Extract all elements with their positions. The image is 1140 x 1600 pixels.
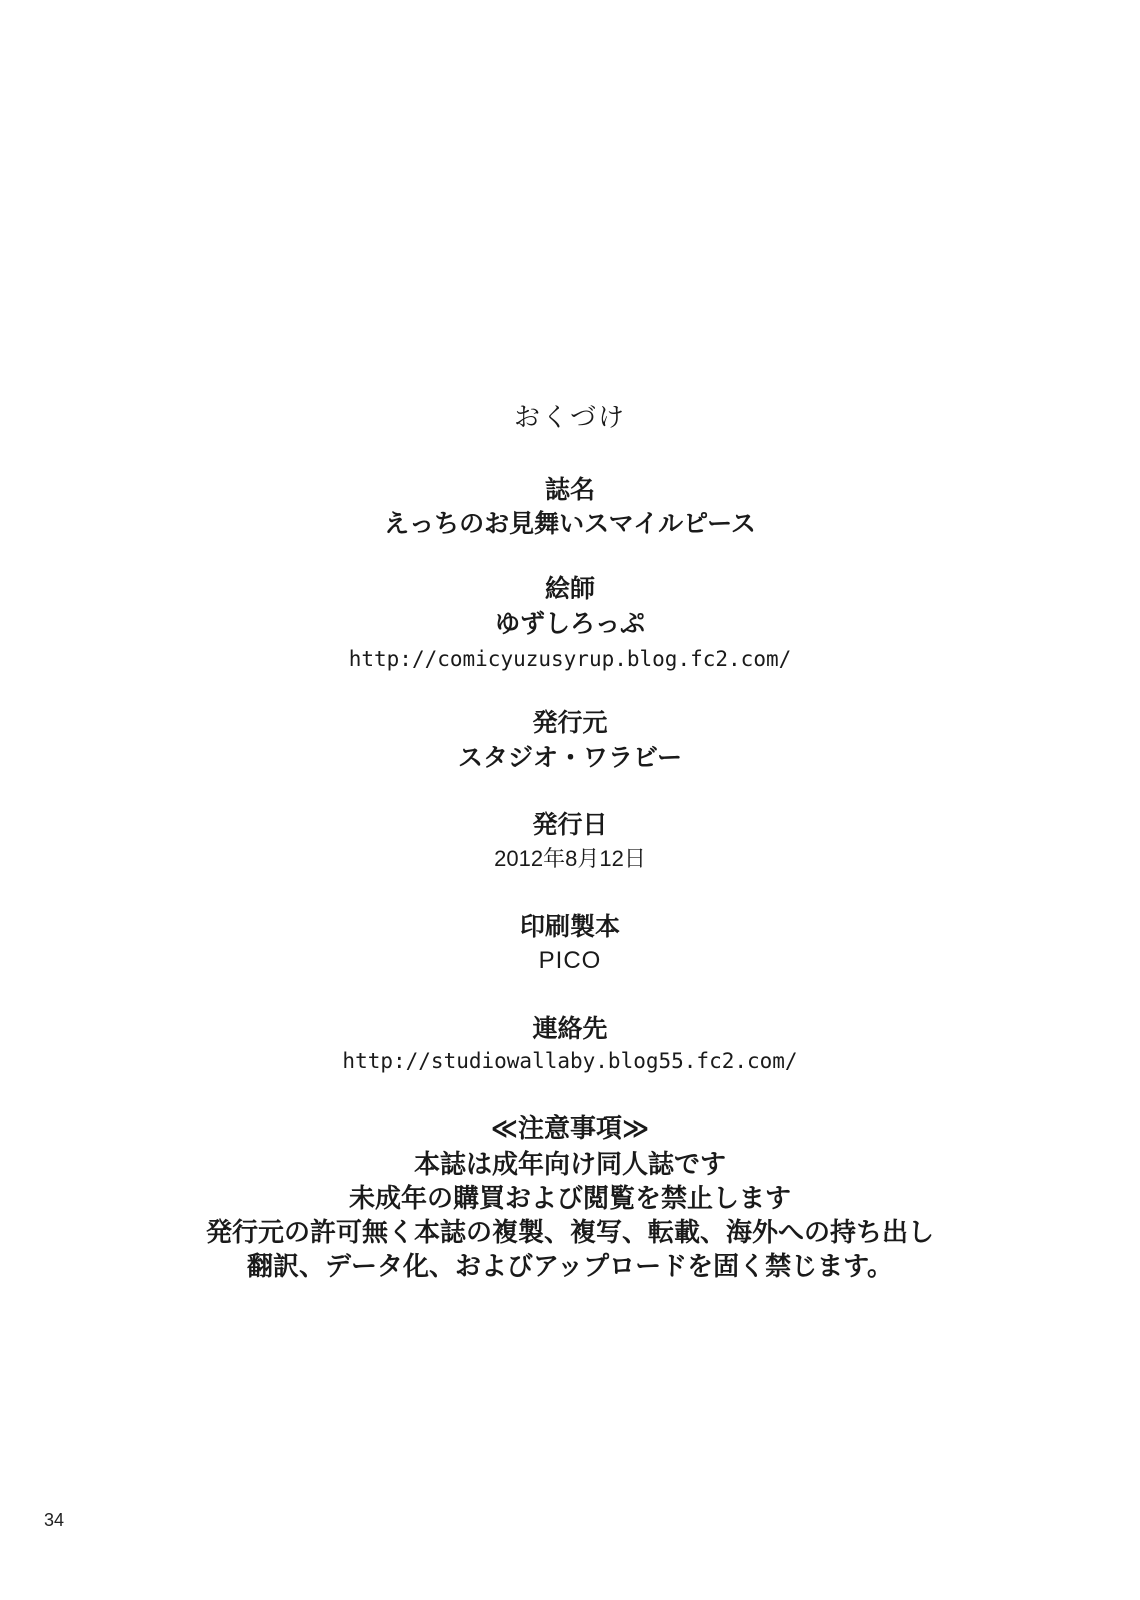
printing-label: 印刷製本 <box>519 912 620 941</box>
artist-url[interactable]: http://comicyuzusyrup.blog.fc2.com/ <box>348 647 792 671</box>
page-number: 34 <box>44 1510 65 1530</box>
publisher-label: 発行元 <box>532 708 608 737</box>
contact-url[interactable]: http://studiowallaby.blog55.fc2.com/ <box>342 1049 798 1073</box>
notice-line: 翻訳、データ化、およびアップロードを固く禁じます。 <box>246 1252 894 1282</box>
magazine-name-label: 誌名 <box>544 475 595 504</box>
publish-date-label: 発行日 <box>532 810 608 839</box>
notice-line: 本誌は成年向け同人誌です <box>413 1150 726 1180</box>
notice-heading: ≪注意事項≫ <box>490 1114 650 1144</box>
magazine-name-value: えっちのお見舞いスマイルピース <box>384 509 756 538</box>
printing-value: PICO <box>538 947 602 974</box>
artist-label: 絵師 <box>544 574 595 603</box>
notice-line: 未成年の購買および閲覧を禁止します <box>348 1184 791 1214</box>
contact-label: 連絡先 <box>532 1014 608 1043</box>
notice-line: 発行元の許可無く本誌の複製、複写、転載、海外への持ち出し <box>205 1218 934 1248</box>
publish-date-value: 2012年8月12日 <box>494 846 646 871</box>
artist-value: ゆずしろっぷ <box>494 609 645 638</box>
publisher-value: スタジオ・ワラビー <box>457 743 682 772</box>
colophon-title: おくづけ <box>513 403 626 433</box>
